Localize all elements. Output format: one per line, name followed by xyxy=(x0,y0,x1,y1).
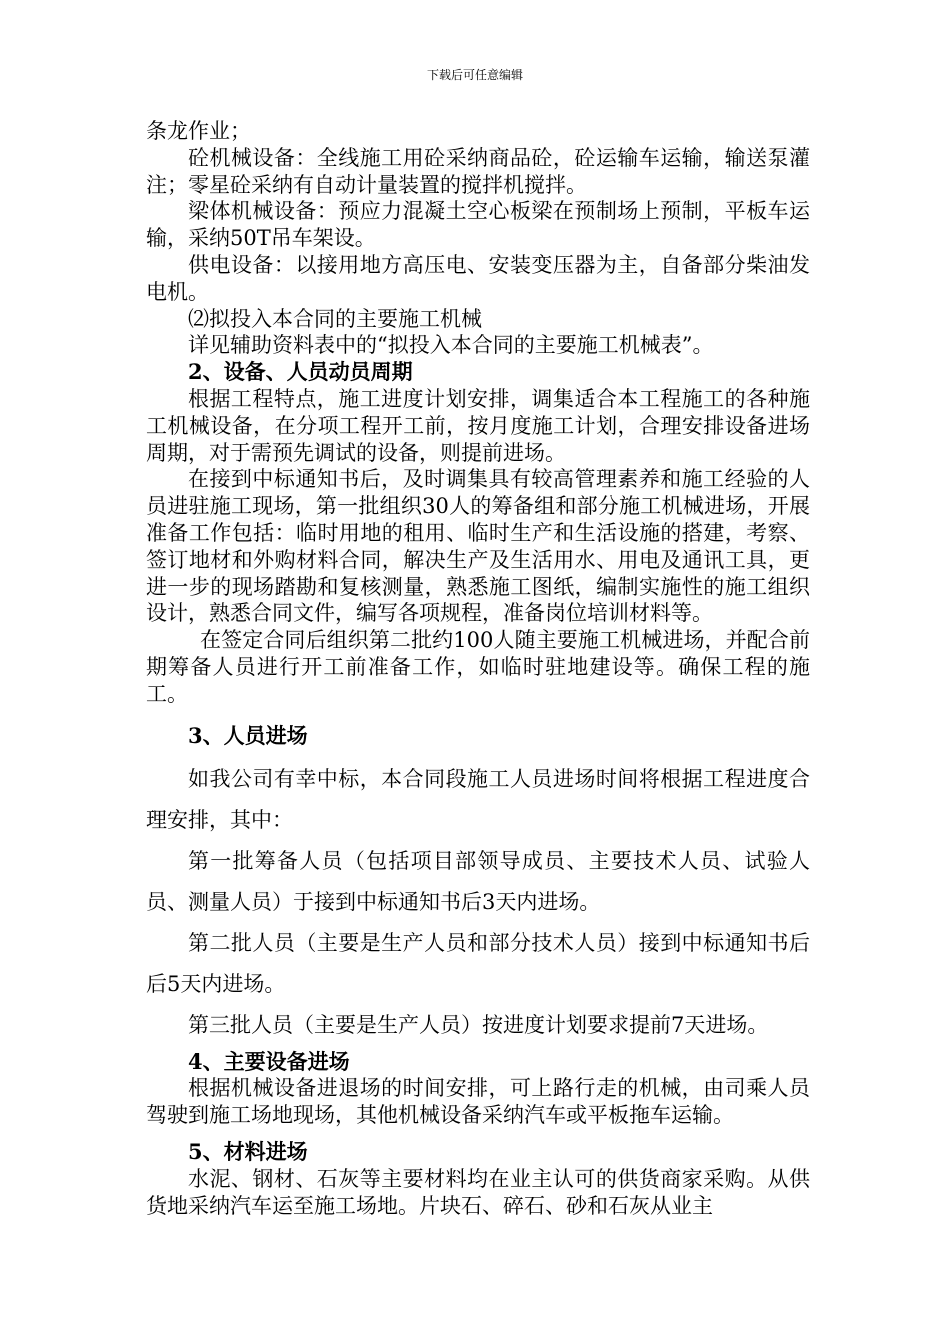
page-header: 下载后可任意编辑 xyxy=(426,68,523,82)
paragraph: 供电设备：以接用地方高压电、安装变压器为主，自备部分柴油发电机。 xyxy=(146,252,810,304)
paragraph: 如我公司有幸中标，本合同段施工人员进场时间将根据工程进度合理安排，其中： xyxy=(146,766,810,832)
paragraph: 根据工程特点，施工进度计划安排，调集适合本工程施工的各种施工机械设备，在分项工程开工前，按月度施工计划，合理安排设备进场周期，对于需预先调试的设备，则提前进场。 xyxy=(146,386,810,465)
paragraph: 详见辅助资料表中的“拟投入本合同的主要施工机械表”。 xyxy=(188,333,714,358)
section-heading: 3、人员进场 xyxy=(188,722,308,748)
paragraph: 在签定合同后组织第二批约100人随主要施工机械进场，并配合前期筹备人员进行开工前准备工作，如临时驻地建设等。确保工程的施工。 xyxy=(146,628,810,706)
paragraph: 条龙作业； xyxy=(146,119,251,143)
paragraph: 梁体机械设备：预应力混凝土空心板梁在预制场上预制，平板车运输，采纳50T吊车架设。 xyxy=(146,199,810,251)
paragraph: 水泥、钢材、石灰等主要材料均在业主认可的供货商家采购。从供货地采纳汽车运至施工场地。片块石、碎石、砂和石灰从业主 xyxy=(146,1166,810,1218)
paragraph: 第三批人员（主要是生产人员）按进度计划要求提前7天进场。 xyxy=(188,1012,769,1037)
section-heading: 5、材料进场 xyxy=(188,1138,308,1164)
section-heading: 2、设备、人员动员周期 xyxy=(188,359,413,385)
section-heading: 4、主要设备进场 xyxy=(188,1048,350,1074)
paragraph: 砼机械设备：全线施工用砼采纳商品砼，砼运输车运输，输送泵灌注；零星砼采纳有自动计量装置的搅拌机搅拌。 xyxy=(146,145,810,197)
document-body xyxy=(146,118,810,1219)
paragraph: 第二批人员（主要是生产人员和部分技术人员）接到中标通知书后后5天内进场。 xyxy=(146,930,810,996)
paragraph: 根据机械设备进退场的时间安排，可上路行走的机械，由司乘人员驾驶到施工场地现场，其他机械设备采纳汽车或平板拖车运输。 xyxy=(146,1076,810,1128)
paragraph: 在接到中标通知书后，及时调集具有较高管理素养和施工经验的人员进驻施工现场，第一批组织30人的筹备组和部分施工机械进场，开展准备工作包括：临时用地的租用、临时生产和生活设施的搭建，考察、签订地材和外购材料合同，解决生产及生活用水、用电及通讯工具，更进一步的现场踏勘和复核测量，熟悉施工图纸，编制实施性的施工组织设计，熟悉合同文件，编写各项规程，准备岗位培训材料等。 xyxy=(146,467,810,626)
paragraph: 第一批筹备人员（包括项目部领导成员、主要技术人员、试验人员、测量人员）于接到中标通知书后3天内进场。 xyxy=(146,848,810,914)
paragraph: ⑵拟投入本合同的主要施工机械 xyxy=(188,306,482,331)
